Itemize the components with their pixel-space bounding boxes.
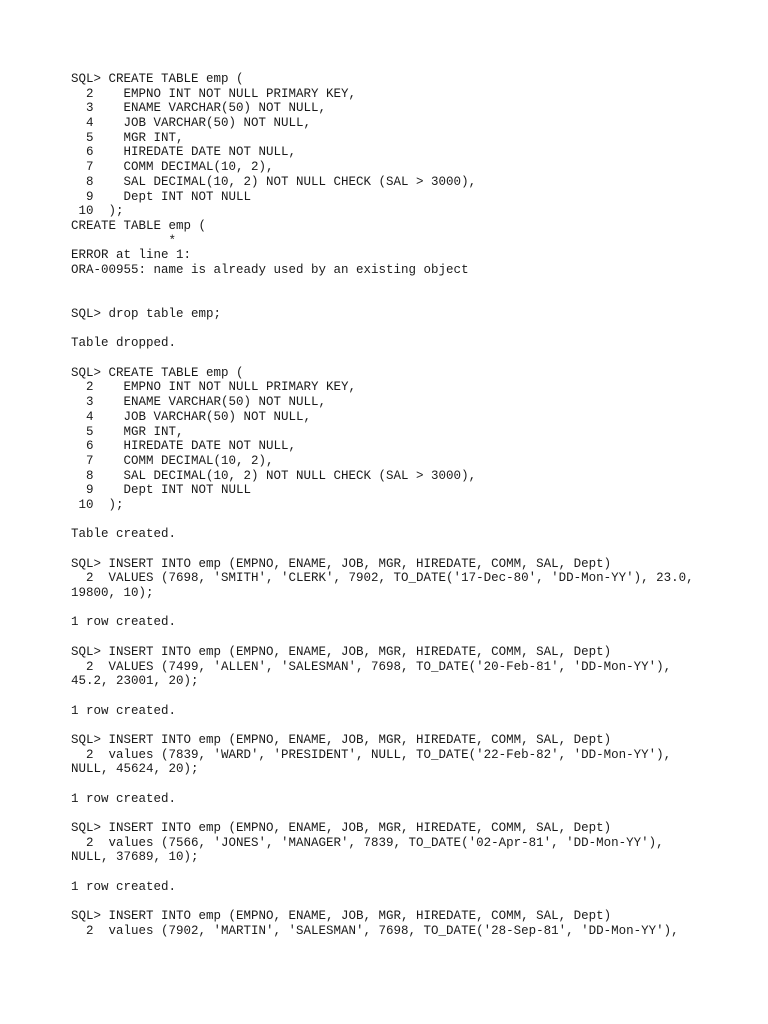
transcript-line <box>71 351 751 366</box>
transcript-line <box>71 806 751 821</box>
transcript-line: NULL, 45624, 20); <box>71 762 199 777</box>
transcript-line <box>71 513 751 528</box>
transcript-line: ORA-00955: name is already used by an existing object <box>71 262 469 277</box>
transcript-line: SQL> CREATE TABLE emp ( <box>71 72 244 86</box>
transcript-line: SQL> INSERT INTO emp (EMPNO, ENAME, JOB, MGR, HIREDATE, COMM, SAL, Dept) <box>71 821 612 836</box>
transcript-line: 3 ENAME VARCHAR(50) NOT NULL, <box>71 395 327 410</box>
transcript-line: 1 row created. <box>71 879 177 894</box>
transcript-line: 4 JOB VARCHAR(50) NOT NULL, <box>71 116 312 131</box>
transcript-line: NULL, 37689, 10); <box>71 850 199 865</box>
transcript-line: SQL> CREATE TABLE emp ( <box>71 365 244 380</box>
transcript-line <box>71 777 751 792</box>
transcript-line: 2 values (7839, 'WARD', 'PRESIDENT', NULL, TO_DATE('22-Feb-82', 'DD-Mon-YY'), <box>71 747 672 762</box>
transcript-line: ERROR at line 1: <box>71 248 192 263</box>
transcript-line: 1 row created. <box>71 703 177 718</box>
transcript-line: 2 values (7566, 'JONES', 'MANAGER', 7839, TO_DATE('02-Apr-81', 'DD-Mon-YY'), <box>71 835 664 850</box>
transcript-line <box>71 601 751 616</box>
transcript-line: 2 EMPNO INT NOT NULL PRIMARY KEY, <box>71 380 357 395</box>
transcript-line: 8 SAL DECIMAL(10, 2) NOT NULL CHECK (SAL > 3000), <box>71 174 477 189</box>
transcript-line: 3 ENAME VARCHAR(50) NOT NULL, <box>71 101 327 116</box>
transcript-line: Table dropped. <box>71 336 177 351</box>
transcript-line: * <box>71 233 177 248</box>
transcript-line: 8 SAL DECIMAL(10, 2) NOT NULL CHECK (SAL > 3000), <box>71 468 477 483</box>
transcript-line: 7 COMM DECIMAL(10, 2), <box>71 160 274 175</box>
transcript-line: 2 VALUES (7499, 'ALLEN', 'SALESMAN', 7698, TO_DATE('20-Feb-81', 'DD-Mon-YY'), <box>71 659 672 674</box>
transcript-line <box>71 865 751 880</box>
transcript-line: 45.2, 23001, 20); <box>71 674 199 689</box>
transcript-line: 5 MGR INT, <box>71 130 184 145</box>
transcript-line: 2 values (7902, 'MARTIN', 'SALESMAN', 7698, TO_DATE('28-Sep-81', 'DD-Mon-YY'), <box>71 923 679 938</box>
transcript-line: 9 Dept INT NOT NULL <box>71 189 252 204</box>
transcript-line <box>71 542 751 557</box>
transcript-line: SQL> INSERT INTO emp (EMPNO, ENAME, JOB, MGR, HIREDATE, COMM, SAL, Dept) <box>71 644 612 659</box>
transcript-line: 19800, 10); <box>71 586 154 601</box>
transcript-line: SQL> drop table emp; <box>71 307 222 321</box>
transcript-line: 4 JOB VARCHAR(50) NOT NULL, <box>71 409 312 424</box>
transcript-line: Table created. <box>71 527 177 542</box>
transcript-line <box>71 630 751 645</box>
transcript-line: 2 EMPNO INT NOT NULL PRIMARY KEY, <box>71 86 357 101</box>
transcript-line: SQL> INSERT INTO emp (EMPNO, ENAME, JOB, MGR, HIREDATE, COMM, SAL, Dept) <box>71 909 612 924</box>
transcript-line <box>71 292 751 307</box>
transcript-line: 9 Dept INT NOT NULL <box>71 483 252 498</box>
transcript-line: 2 VALUES (7698, 'SMITH', 'CLERK', 7902, TO_DATE('17-Dec-80', 'DD-Mon-YY'), 23.0, <box>71 571 694 586</box>
transcript-line: 10 ); <box>71 204 124 219</box>
transcript-line <box>71 895 751 910</box>
transcript-line: 10 ); <box>71 497 124 512</box>
transcript-line: CREATE TABLE emp ( <box>71 218 207 233</box>
transcript-line: 1 row created. <box>71 791 177 806</box>
transcript-line: SQL> INSERT INTO emp (EMPNO, ENAME, JOB, MGR, HIREDATE, COMM, SAL, Dept) <box>71 732 612 747</box>
transcript-line <box>71 689 751 704</box>
transcript-line: 7 COMM DECIMAL(10, 2), <box>71 453 274 468</box>
transcript-line: 6 HIREDATE DATE NOT NULL, <box>71 439 297 454</box>
transcript-line <box>71 322 751 337</box>
transcript-line: 1 row created. <box>71 615 177 630</box>
sql-transcript <box>71 72 751 939</box>
transcript-line: 6 HIREDATE DATE NOT NULL, <box>71 145 297 160</box>
transcript-line <box>71 718 751 733</box>
transcript-line <box>71 278 751 293</box>
transcript-line: SQL> INSERT INTO emp (EMPNO, ENAME, JOB, MGR, HIREDATE, COMM, SAL, Dept) <box>71 556 612 571</box>
transcript-line: 5 MGR INT, <box>71 424 184 439</box>
